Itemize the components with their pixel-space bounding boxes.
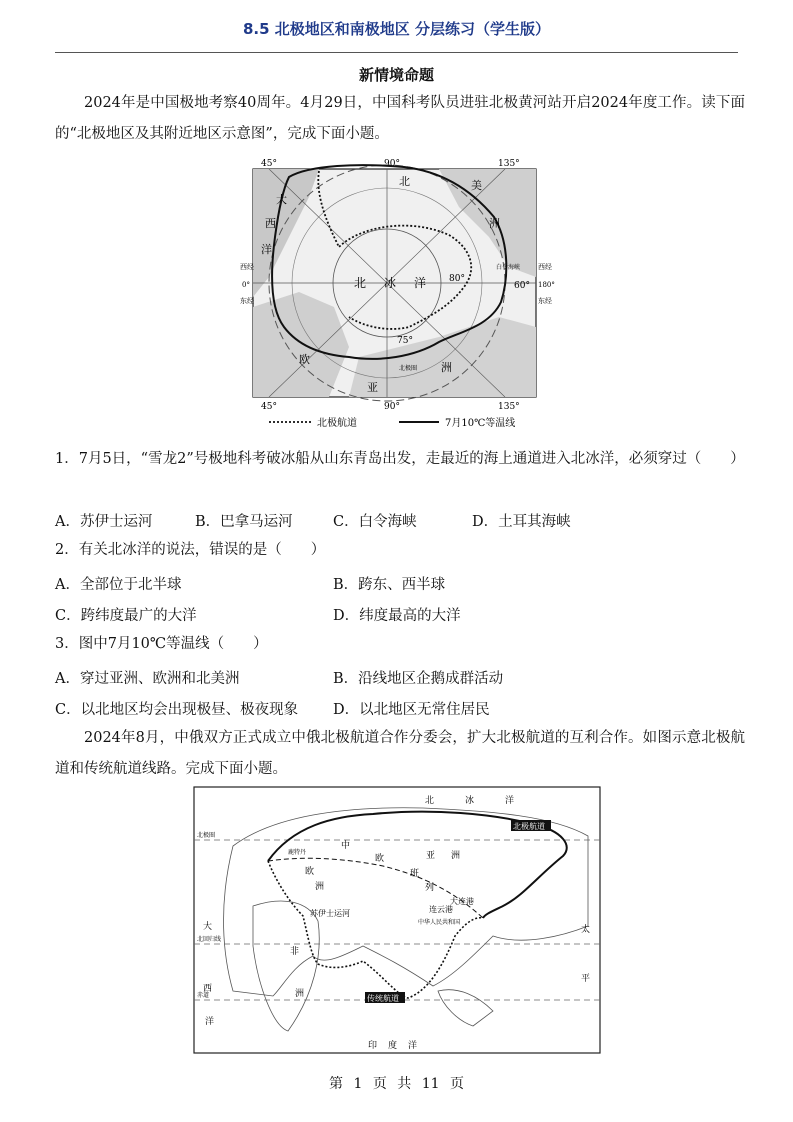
q1-option-c[interactable]: C．白令海峡 bbox=[333, 514, 417, 530]
map2-europe-asia-char: 班 bbox=[410, 869, 420, 879]
map2-africa-char: 非 bbox=[290, 947, 300, 957]
map1-na-char: 北 bbox=[399, 175, 410, 188]
map1-europe: 欧 bbox=[299, 353, 310, 366]
map1-bottom-label: 135° bbox=[498, 402, 520, 412]
map1-lat-60: 60° bbox=[514, 281, 530, 291]
map1-arctic-circle: 北极圈 bbox=[399, 365, 418, 372]
q1-option-b[interactable]: B．巴拿马运河 bbox=[195, 514, 293, 530]
map1-asia-char: 亚 bbox=[367, 381, 378, 394]
map2-arctic-char: 洋 bbox=[505, 796, 515, 806]
map2-suez: 苏伊士运河 bbox=[310, 909, 350, 918]
legend-route-label: 北极航道 bbox=[317, 418, 357, 429]
map1-right-side: 东经 bbox=[538, 297, 552, 305]
map2-equator: 赤道 bbox=[197, 992, 210, 999]
header-divider bbox=[55, 52, 738, 53]
intro-paragraph-1: 2024年是中国极地考察40周年。4月29日，中国科考队员进驻北极黄河站开启2024年度工作。读下面的“北极地区及其附近地区示意图”，完成下面小题。 bbox=[55, 95, 745, 142]
map2-europe-asia-char: 欧 bbox=[375, 854, 385, 864]
legend-isotherm-label: 7月10℃等温线 bbox=[445, 418, 516, 429]
map1-ocean-char: 洋 bbox=[414, 276, 427, 290]
map1-atlantic-char: 大 bbox=[276, 193, 287, 206]
map1-top-label: 45° bbox=[261, 159, 277, 169]
footer-pre: 第 bbox=[328, 1076, 343, 1092]
map1-bottom-label: 45° bbox=[261, 402, 277, 412]
map2-indian-char: 印 bbox=[368, 1041, 378, 1051]
map1-left-side: 东经 bbox=[240, 297, 254, 305]
map1-left-side: 0° bbox=[242, 281, 250, 289]
map2-arctic-route-label: 北极航道 bbox=[513, 822, 545, 831]
page-footer bbox=[0, 1073, 793, 1093]
map2-europe-asia-char: 列 bbox=[425, 883, 435, 893]
map2-arctic-char: 北 bbox=[425, 796, 435, 806]
map2-indian-char: 洋 bbox=[408, 1041, 418, 1051]
map2-arctic-char: 冰 bbox=[465, 796, 475, 806]
map1-lat-75: 75° bbox=[397, 336, 413, 346]
map2-europe-char: 欧 bbox=[305, 867, 315, 877]
map2-atlantic-char: 洋 bbox=[205, 1017, 215, 1027]
question-1-stem: 1．7月5日，“雪龙2”号极地科考破冰船从山东青岛出发，走最近的海上通道进入北冰洋，必须穿过（ ） bbox=[55, 451, 745, 467]
map2-europe-asia-char: 中 bbox=[341, 841, 351, 851]
question-2-stem: 2．有关北冰洋的说法，错误的是（ ） bbox=[55, 542, 326, 558]
map2-europe-char: 洲 bbox=[315, 882, 325, 892]
map2-traditional-route-label: 传统航道 bbox=[367, 994, 399, 1003]
map1-na-char: 美 bbox=[471, 179, 482, 192]
map2-tropic: 北回归线 bbox=[197, 936, 222, 943]
q1-option-d[interactable]: D．土耳其海峡 bbox=[472, 514, 571, 530]
map1-atlantic-char: 洋 bbox=[261, 243, 272, 256]
map1-na-char: 洲 bbox=[489, 217, 500, 230]
map1-left-side: 西经 bbox=[240, 263, 254, 271]
map2-lianyungang: 连云港 bbox=[429, 905, 453, 914]
q2-option-c[interactable]: C．跨纬度最广的大洋 bbox=[55, 608, 197, 624]
q2-option-d[interactable]: D．纬度最高的大洋 bbox=[333, 608, 461, 624]
map2-atlantic-char: 大 bbox=[203, 922, 213, 932]
map1-strait: 白令海峡 bbox=[496, 264, 521, 271]
question-3-stem: 3．图中7月10℃等温线（ ） bbox=[55, 636, 268, 652]
map2-dalian: 大连港 bbox=[450, 897, 474, 906]
map1-lat-80: 80° bbox=[449, 274, 465, 284]
footer-mid2: 共 bbox=[397, 1076, 412, 1092]
footer-total-pages: 11 bbox=[421, 1076, 440, 1092]
map2-atlantic-char: 西 bbox=[203, 984, 213, 994]
intro-paragraph-2: 2024年8月，中俄双方正式成立中俄北极航道合作分委会，扩大北极航道的互利合作。如图示意北极航道和传统航道线路。完成下面小题。 bbox=[55, 730, 745, 777]
section-title: 新情境命题 bbox=[358, 66, 434, 84]
map1-right-side: 180° bbox=[538, 281, 555, 289]
page-header: 8.5 北极地区和南极地区 分层练习（学生版） bbox=[242, 20, 551, 38]
q1-option-a[interactable]: A．苏伊士运河 bbox=[55, 514, 153, 530]
map1-ocean-char: 冰 bbox=[384, 276, 397, 290]
map1-asia-char: 洲 bbox=[441, 361, 452, 374]
q2-option-b[interactable]: B．跨东、西半球 bbox=[333, 577, 446, 593]
map2-asia-char: 洲 bbox=[451, 851, 461, 861]
q3-option-b[interactable]: B．沿线地区企鹅成群活动 bbox=[333, 671, 504, 687]
map2-pacific-char: 太 bbox=[581, 925, 591, 935]
map1-bottom-label: 90° bbox=[384, 402, 400, 412]
map1-atlantic-char: 西 bbox=[265, 217, 276, 230]
map1-right-side: 西经 bbox=[538, 263, 552, 271]
arctic-map bbox=[239, 157, 561, 429]
footer-page-number: 1 bbox=[353, 1076, 363, 1092]
q3-option-a[interactable]: A．穿过亚洲、欧洲和北美洲 bbox=[55, 671, 240, 687]
map2-africa-char: 洲 bbox=[295, 989, 305, 999]
footer-post: 页 bbox=[450, 1076, 464, 1092]
shipping-routes-map bbox=[193, 786, 601, 1054]
map2-rotterdam: 鹿特丹 bbox=[288, 849, 307, 856]
map1-top-label: 135° bbox=[498, 159, 520, 169]
map2-arctic-circle: 北极圈 bbox=[197, 832, 216, 839]
map1-top-label: 90° bbox=[384, 159, 400, 169]
map2-asia-char: 亚 bbox=[426, 851, 436, 861]
q2-option-a[interactable]: A．全部位于北半球 bbox=[55, 577, 182, 593]
map2-indian-char: 度 bbox=[388, 1041, 398, 1051]
q3-option-c[interactable]: C．以北地区均会出现极昼、极夜现象 bbox=[55, 702, 299, 718]
map2-pacific-char: 平 bbox=[581, 974, 591, 984]
map2-china: 中华人民共和国 bbox=[418, 919, 461, 926]
map1-ocean-char: 北 bbox=[354, 276, 367, 290]
footer-mid1: 页 bbox=[372, 1076, 387, 1092]
q3-option-d[interactable]: D．以北地区无常住居民 bbox=[333, 702, 490, 718]
